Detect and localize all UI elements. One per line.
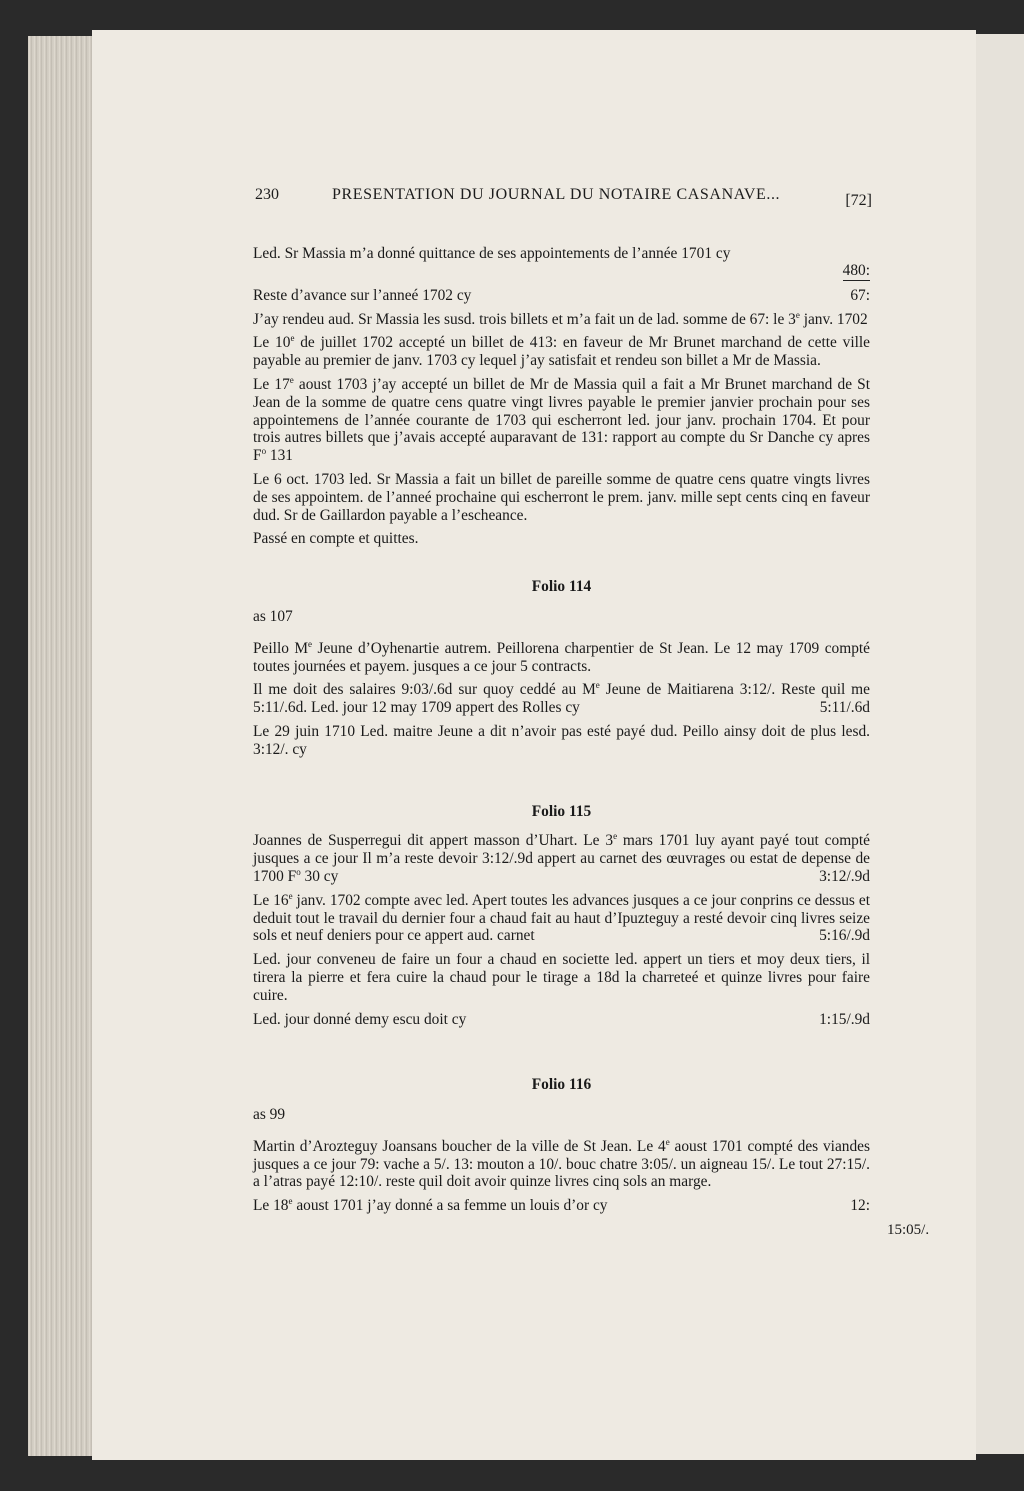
entry-paragraph: Joannes de Susperregui dit appert masson d’Uhart. Le 3e mars 1701 luy ayant payé tout compté jusques a ce jour Il m’a reste devoir 3:12/.9d appert au carnet des œuvrages ou estat de depense de 1700 $F^o$ 30 cy 3:12/.9d [253, 831, 870, 885]
entry-paragraph: Le 17e aoust 1703 j’ay accepté un billet de Mr de Massia quil a fait a Mr Brunet marchand de St Jean de la somme de quatre cens quatre vingt livres payable le premier janvier prochain pour ses appointemens de l’année courante de 1703 qui escherront led. jour janv. prochain 1704. Et pour trois autres billets que j’avais accepté auparavant de 131: rapport au compte du Sr Danche cy apres $F^o$ 131 [253, 374, 870, 465]
entry-paragraph: 480: Led. Sr Massia m’a donné quittance de ses appointements de l’année 1701 cy [253, 245, 870, 279]
facing-page-edge [976, 34, 1024, 1454]
entry-amount: 480: [842, 262, 870, 279]
entry-paragraph: Martin d’Arozteguy Joansans boucher de la ville de St Jean. Le 4e aoust 1701 compté des viandes jusques a ce jour 79: vache a 5/. 13: mouton a 10/. bouc chatre 3:05/. un aigneau 15/. Le tout 27:15/. a l’atras payé 12:10/. reste quil doit avoir quinze livres cinq sols an marge. [253, 1136, 870, 1191]
running-title: PRESENTATION DU JOURNAL DU NOTAIRE CASANAVE... [332, 186, 781, 203]
entry-paragraph: Passé en compte et quittes. [253, 530, 419, 548]
entry-amount: 1:15/.9d [819, 1010, 870, 1028]
page-body [253, 245, 870, 1221]
folio-heading: Folio 116 [531, 1076, 592, 1094]
entry-paragraph: Le 6 oct. 1703 led. Sr Massia a fait un billet de pareille somme de quatre cens quatre vingts livres de ses appointem. de l’anneé prochaine qui escherront le prem. janv. mille sept cents cinq en faveur dud. Sr de Gaillardon payable a l’escheance. [253, 470, 870, 524]
page-number: 230 [255, 186, 279, 203]
page-reference: [72] [845, 192, 872, 209]
entry-amount: 5:11/.6d [819, 699, 870, 717]
margin-note-amount: 15:05/. [887, 1222, 930, 1238]
entry-amount: 5:16/.9d [819, 927, 870, 945]
entry-amount: 3:12/.9d [819, 867, 870, 885]
entry-amount: 67: [850, 286, 870, 304]
entry-paragraph: Le 10e de juillet 1702 accepté un billet de 413: en faveur de Mr Brunet marchand de cette ville payable au premier de janv. 1703 cy lequel j’ay satisfait et rendeu son billet a Mr de Massia. [253, 333, 870, 370]
entry-paragraph: Il me doit des salaires 9:03/.6d sur quoy ceddé au Me Jeune de Maitiarena 3:12/. Reste quil me 5:11/.6d. Led. jour 12 may 1709 appert des Rolles cy 5:11/.6d [253, 680, 870, 717]
entry-paragraph: Le 16e janv. 1702 compte avec led. Apert toutes les advances jusques a ce jour conprins ce dessus et deduit tout le travail du dernier four a chaud fait au haut d’Ipuzteguy a resté devoir cinq livres seize sols et neuf deniers pour ce appert aud. carnet 5:16/.9d [253, 890, 870, 945]
entry-paragraph: 12: Le 18e aoust 1701 j’ay donné a sa femme un louis d’or cy [253, 1196, 870, 1215]
entry-paragraph: Led. jour conveneu de faire un four a chaud en societte led. appert un tiers et moy deux tiers, il tirera la pierre et fera cuire la chaud pour le tirage a 18d la charreteé et quinze livres pour faire cuire. [253, 951, 870, 1004]
folio-heading: Folio 115 [531, 802, 592, 820]
entry-amount: 12: [850, 1197, 870, 1215]
entry-paragraph: Le 29 juin 1710 Led. maitre Jeune a dit n’avoir pas esté payé dud. Peillo ainsy doit de plus lesd. 3:12/. cy [253, 722, 870, 758]
folio-reference: as 107 [253, 607, 293, 625]
folio-reference: as 99 [253, 1106, 286, 1124]
entry-paragraph: J’ay rendeu aud. Sr Massia les susd. trois billets et m’a fait un de lad. somme de 67: le 3e janv. 1702 [253, 309, 868, 328]
entry-paragraph: Peillo Me Jeune d’Oyhenartie autrem. Peillorena charpentier de St Jean. Le 12 may 1709 compté toutes journées et payem. jusques a ce jour 5 contracts. [253, 638, 870, 675]
entry-paragraph: 67: Reste d’avance sur l’anneé 1702 cy [253, 286, 870, 304]
folio-heading: Folio 114 [531, 578, 592, 596]
running-header [255, 186, 872, 210]
entry-paragraph: 1:15/.9d Led. jour donné demy escu doit cy [253, 1010, 870, 1028]
